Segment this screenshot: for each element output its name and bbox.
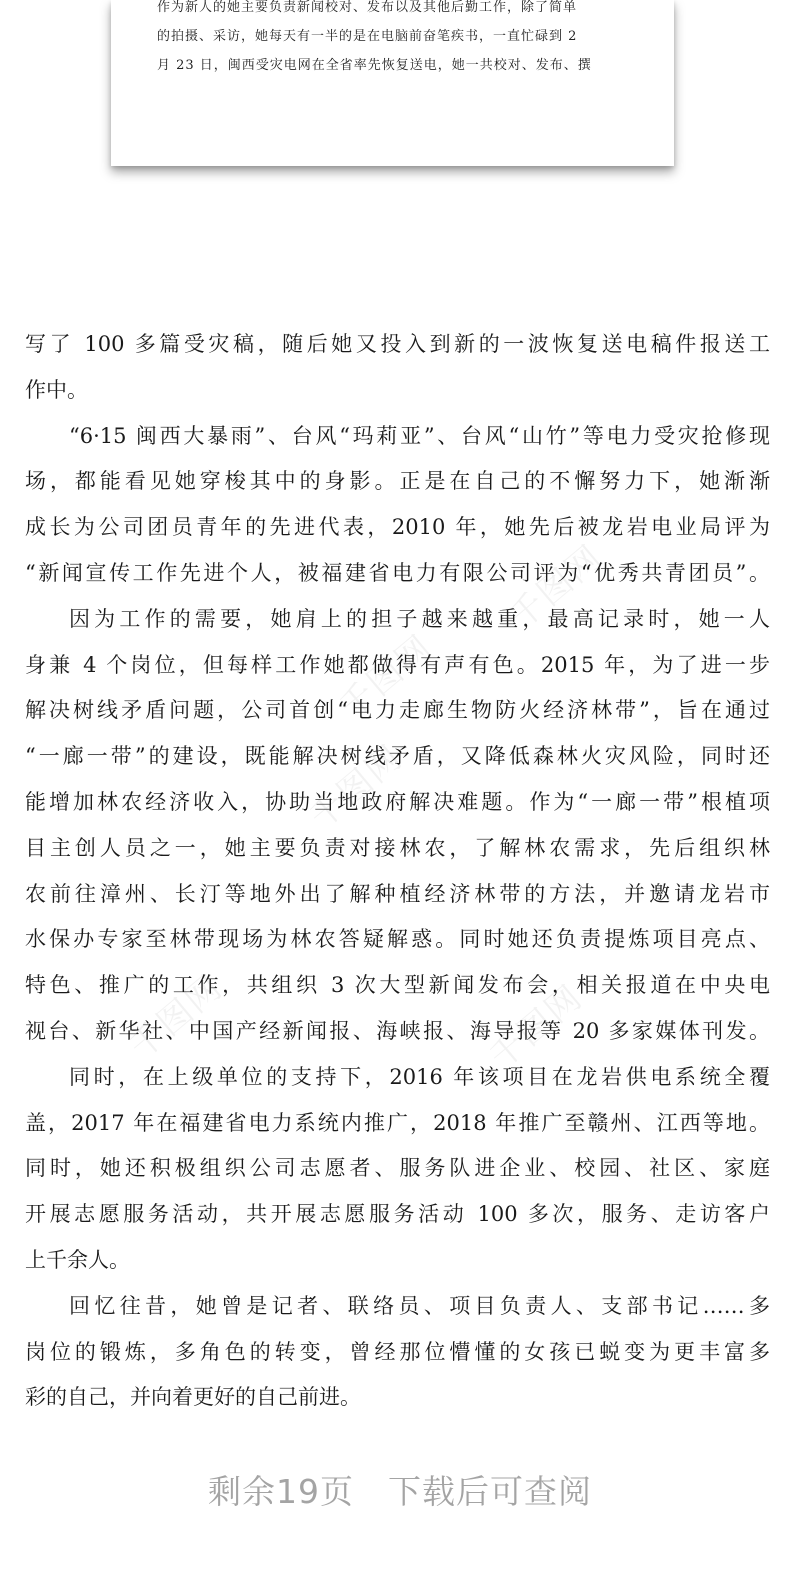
article-line: “6·15 闽西大暴雨”、台风“玛莉亚”、台风“山竹”等电力受灾抢修现 [69, 423, 770, 448]
preview-line: 月 23 日，闽西受灾电网在全省率先恢复送电，她一共校对、发布、撰 [157, 58, 592, 73]
article-line: 因为工作的需要，她肩上的担子越来越重，最高记录时，她一人 [69, 606, 770, 631]
article-line: 特色、推广的工作，共组织 3 次大型新闻发布会，相关报道在中央电 [25, 973, 770, 998]
article-line: 岗位的锻炼，多角色的转变，曾经那位懵懂的女孩已蜕变为更丰富多 [25, 1339, 770, 1364]
article-line: 场，都能看见她穿梭其中的身影。正是在自己的不懈努力下，她渐渐 [25, 469, 770, 494]
article-line: 水保办专家至林带现场为林农答疑解惑。同时她还负责提炼项目亮点、 [25, 927, 770, 952]
watermark-icon: 千图网 [482, 977, 591, 1078]
preview-card [111, 0, 674, 166]
article-line: 同时，在上级单位的支持下，2016 年该项目在龙岩供电系统全覆 [69, 1064, 770, 1089]
article-line: 身兼 4 个岗位，但每样工作她都做得有声有色。2015 年，为了进一步 [25, 652, 770, 677]
download-to-view-label[interactable]: 下载后可查阅 [388, 1472, 592, 1511]
watermark-icon: 千图网 [122, 967, 231, 1068]
download-prompt[interactable] [0, 1466, 800, 1513]
article-line: 解决树线矛盾问题，公司首创“电力走廊生物防火经济林带”，旨在通过 [25, 698, 770, 723]
article-line: 上千余人。 [25, 1247, 130, 1272]
article-line: 视台、新华社、中国产经新闻报、海峡报、海导报等 20 多家媒体刊发。 [25, 1018, 770, 1043]
article-line: “一廊一带”的建设，既能解决树线矛盾，又降低森林火灾风险，同时还 [25, 744, 770, 769]
remaining-pages-label[interactable]: 剩余19页 [208, 1472, 354, 1511]
preview-line: 的拍摄、采访，她每天有一半的是在电脑前奋笔疾书，一直忙碌到 2 [157, 29, 578, 44]
watermark-icon: 千图网 [302, 737, 411, 838]
article-line: 作中。 [25, 377, 88, 402]
article-body [25, 322, 770, 1421]
article-line: 写了 100 多篇受灾稿，随后她又投入到新的一波恢复送电稿件报送工 [25, 332, 770, 356]
article-line: 开展志愿服务活动，共开展志愿服务活动 100 多次，服务、走访客户 [25, 1202, 770, 1227]
article-line: “新闻宣传工作先进个人，被福建省电力有限公司评为“优秀共青团员”。 [25, 560, 770, 585]
watermark-icon: 千图网 [332, 627, 441, 728]
article-line: 能增加林农经济收入，协助当地政府解决难题。作为“一廊一带”根植项 [25, 789, 770, 814]
article-line: 农前往漳州、长汀等地外出了解种植经济林带的方法，并邀请龙岩市 [25, 881, 770, 906]
article-line: 同时，她还积极组织公司志愿者、服务队进企业、校园、社区、家庭 [25, 1156, 770, 1181]
watermark-icon: 千图网 [502, 537, 611, 638]
article-line: 成长为公司团员青年的先进代表，2010 年，她先后被龙岩电业局评为 [25, 515, 770, 540]
article-line: 目主创人员之一，她主要负责对接林农，了解林农需求，先后组织林 [25, 835, 770, 860]
article-line: 彩的自己，并向着更好的自己前进。 [25, 1385, 361, 1410]
preview-line: 作为新人的她主要负责新闻校对、发布以及其他后勤工作，除了简单 [157, 0, 578, 15]
article-line: 回忆往昔，她曾是记者、联络员、项目负责人、支部书记……多 [69, 1293, 770, 1318]
article-line: 盖，2017 年在福建省电力系统内推广，2018 年推广至赣州、江西等地。 [25, 1110, 770, 1135]
